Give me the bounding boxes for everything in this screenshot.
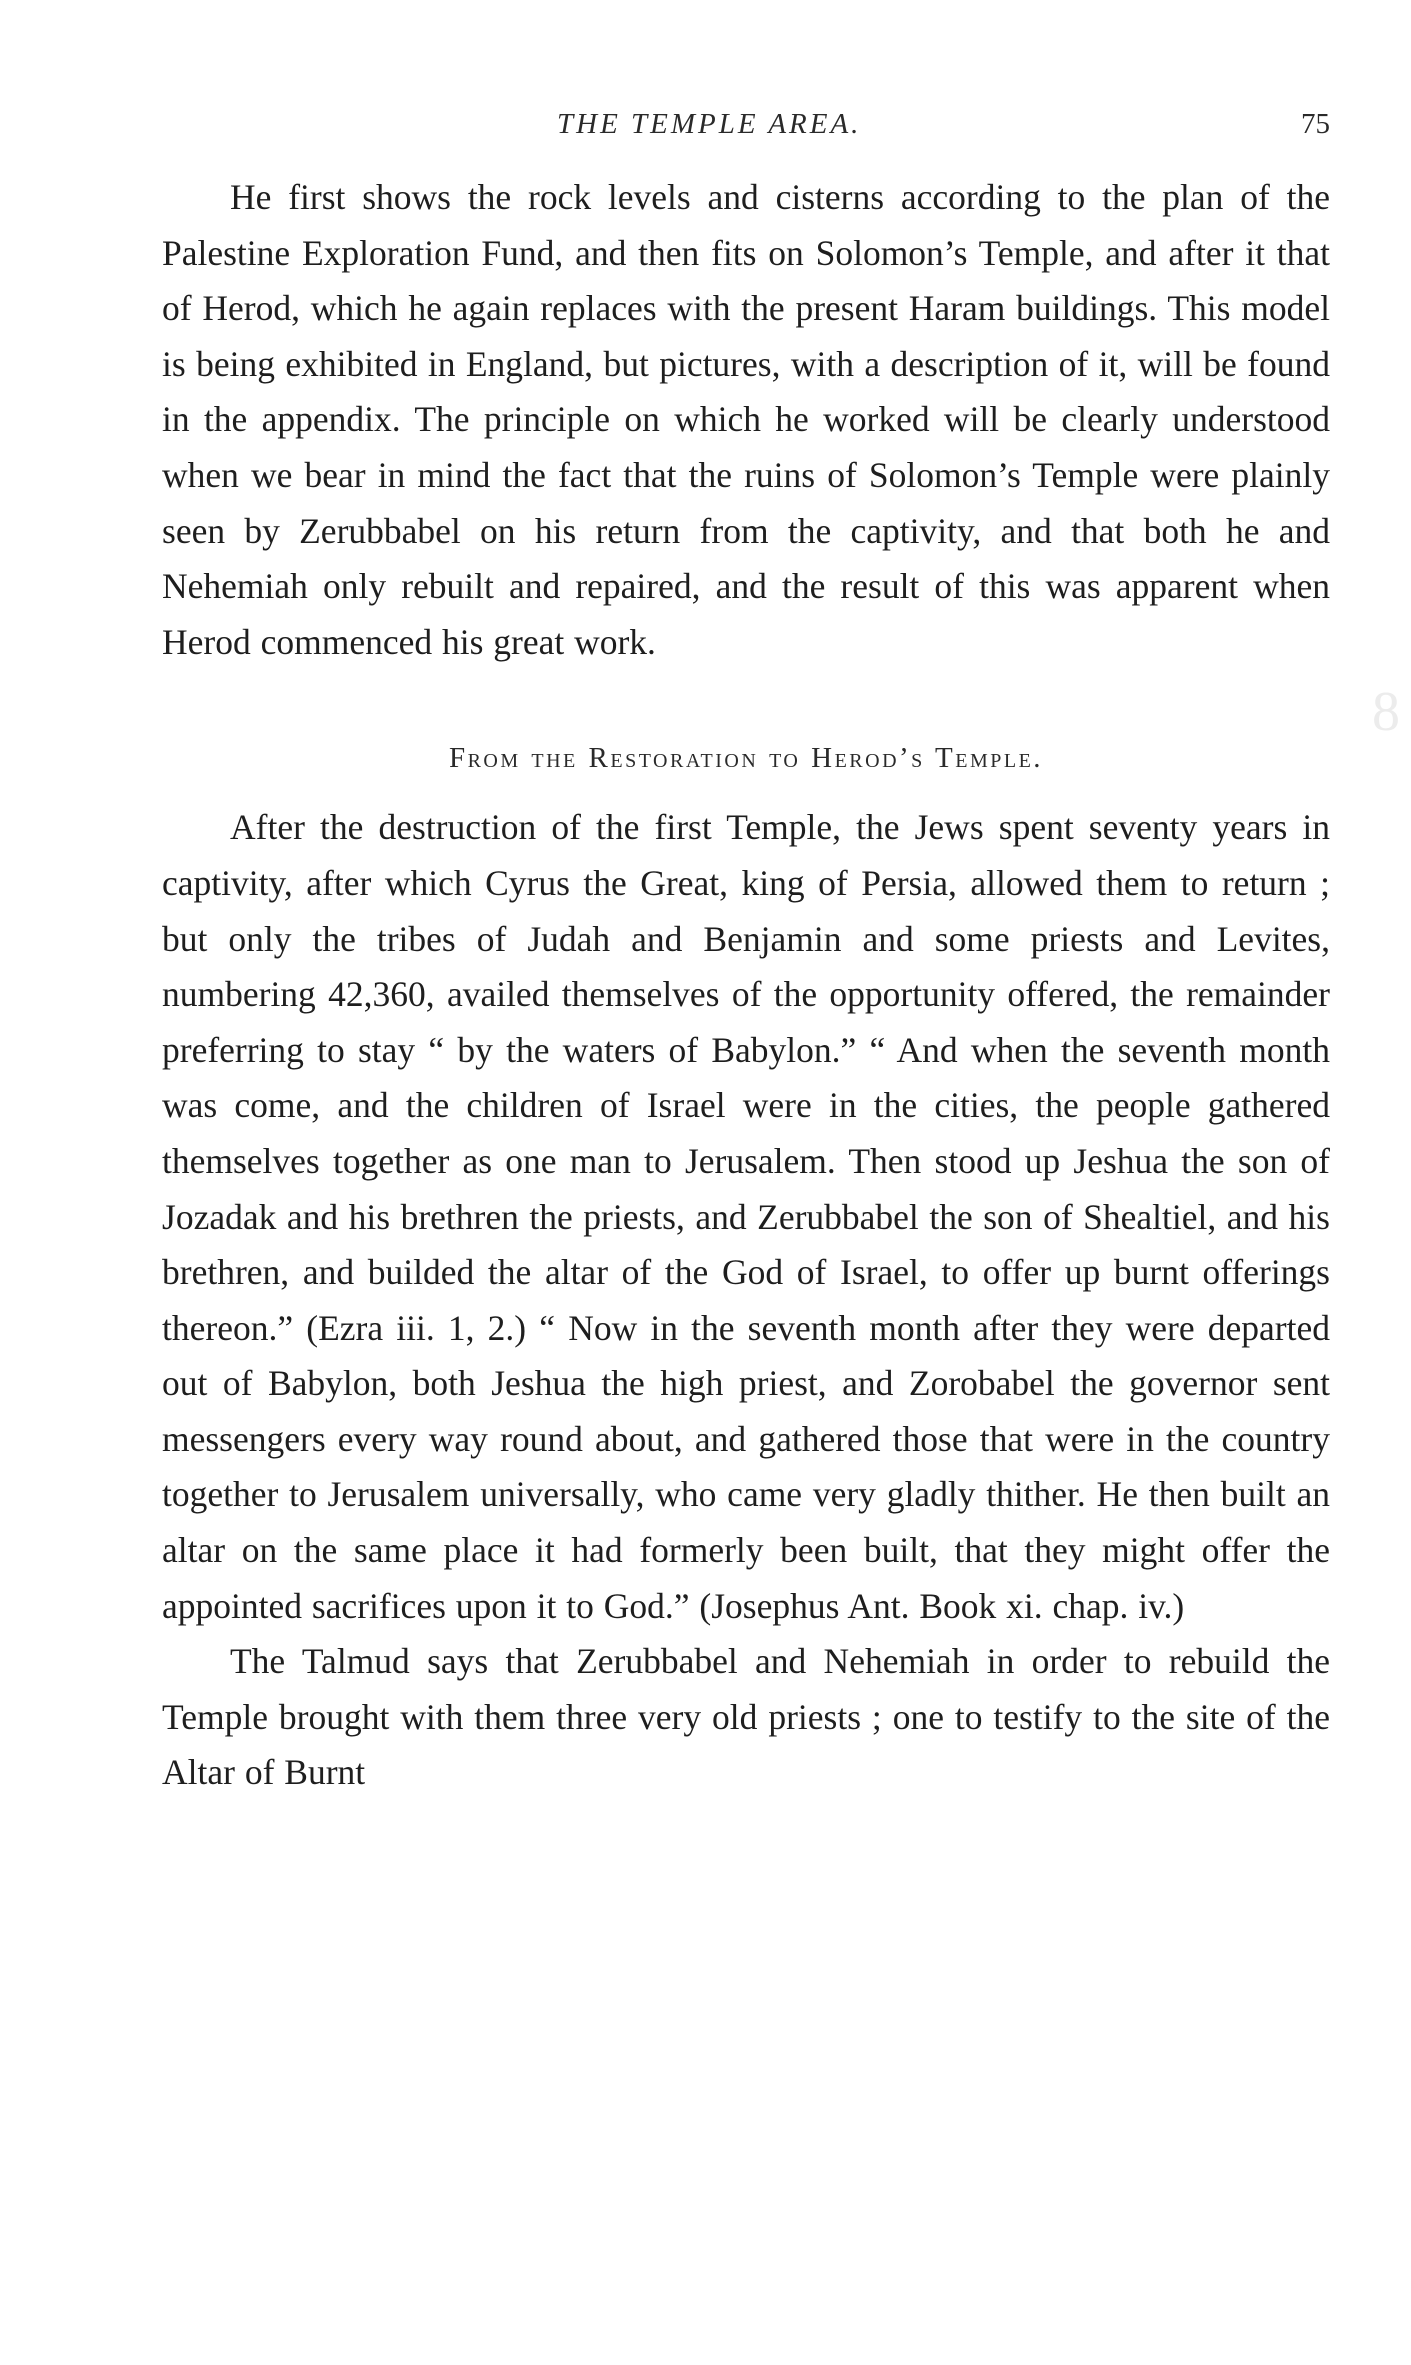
body-text [162, 170, 1330, 1801]
section-heading: From the Restoration to Herod’s Temple. [448, 742, 1044, 775]
running-head [162, 108, 1330, 148]
paragraph-1: He first shows the rock levels and cisterns according to the plan of the Palestine Exploration Fund, and then fits on Solomon’s Temple, and after it that of Herod, which he again replaces with the present Haram buildings. This model is being exhibited in England, but pictures, with a description of it, will be found in the appendix. The principle on which he worked will be clearly understood when we bear in mind the fact that the ruins of Solomon’s Temple were plainly seen by Zerubbabel on his return from the captivity, and that both he and Nehemiah only rebuilt and repaired, and the result of this was apparent when Herod commenced his great work. [162, 177, 1330, 662]
paragraph-2: After the destruction of the first Temple, the Jews spent seventy years in captivity, after which Cyrus the Great, king of Persia, allowed them to return ; but only the tribes of Judah and Benjamin and some priests and Levites, numbering 42,360, availed themselves of the opportunity offered, the remainder preferring to stay “ by the waters of Babylon.” “ And when the seventh month was come, and the children of Israel were in the cities, the people gathered themselves together as one man to Jerusalem. Then stood up Jeshua the son of Jozadak and his brethren the priests, and Zerubbabel the son of Shealtiel, and his brethren, and builded the altar of the God of Israel, to offer up burnt offerings thereon.” (Ezra iii. 1, 2.) “ Now in the seventh month after they were departed out of Babylon, both Jeshua the high priest, and Zorobabel the governor sent messengers every way round about, and gathered those that were in the country together to Jerusalem universally, who came very gladly thither. He then built an altar on the same place it had formerly been built, that they might offer the appointed sacrifices upon it to God.” (Josephus Ant. Book xi. chap. iv.) [162, 807, 1330, 1626]
running-title: THE TEMPLE AREA. [557, 108, 862, 140]
paragraph-3: The Talmud says that Zerubbabel and Nehemiah in order to rebuild the Temple brought with them three very old priests ; one to testify to the site of the Altar of Burnt [162, 1641, 1330, 1793]
bleed-through-mark: 8 [1372, 681, 1400, 743]
page-number: 75 [1301, 108, 1330, 140]
